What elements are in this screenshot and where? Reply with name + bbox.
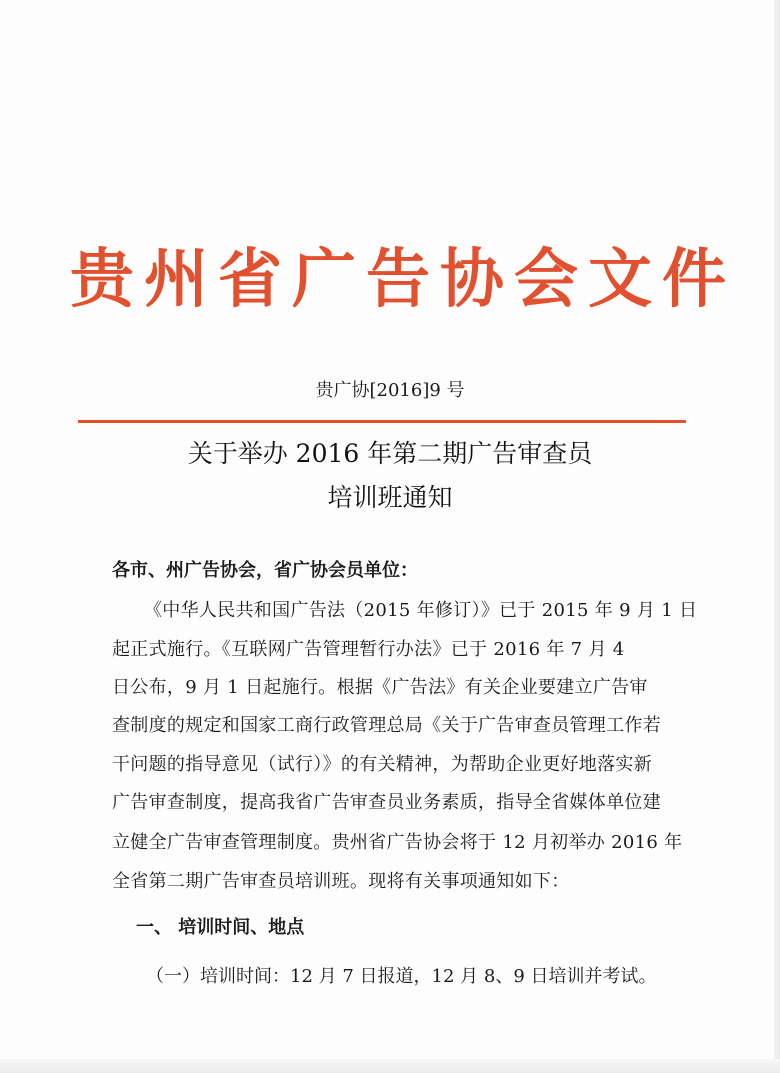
body-line: 日公布，9 月 1 日起施行。根据《广告法》有关企业要建立广告审: [112, 677, 648, 698]
body-line: 起正式施行。《互联网广告管理暂行办法》已于 2016 年 7 月 4: [112, 639, 625, 660]
document-number: 贵广协[2016]9 号: [315, 380, 465, 401]
document-header-title: 贵州省广告协会文件: [70, 242, 736, 317]
section-heading: 一、 培训时间、地点: [136, 917, 305, 938]
scan-edge-right: [774, 0, 780, 1073]
body-line: 广告审查制度，提高我省广告审查员业务素质，指导全省媒体单位建: [112, 792, 661, 813]
subject-title-line-2: 培训班通知: [327, 483, 453, 512]
body-line: 《中华人民共和国广告法（2015 年修订）》已于 2015 年 9 月 1 日: [144, 600, 698, 621]
body-line: 全省第二期广告审查员培训班。现将有关事项通知如下：: [112, 871, 570, 892]
red-divider-line: [78, 420, 686, 423]
body-line: 立健全广告审查管理制度。贵州省广告协会将于 12 月初举办 2016 年: [112, 832, 683, 853]
salutation: 各市、州广告协会，省广协会员单位：: [112, 560, 418, 581]
body-line: 干问题的指导意见（试行）》的有关精神，为帮助企业更好地落实新: [112, 754, 652, 775]
scan-edge-bottom: [0, 1059, 780, 1073]
list-item: （一）培训时间：12 月 7 日报道，12 月 8、9 日培训并考试。: [146, 966, 657, 987]
body-line: 查制度的规定和国家工商行政管理总局《关于广告审查员管理工作若: [112, 715, 661, 736]
subject-title-line-1: 关于举办 2016 年第二期广告审查员: [187, 439, 593, 468]
